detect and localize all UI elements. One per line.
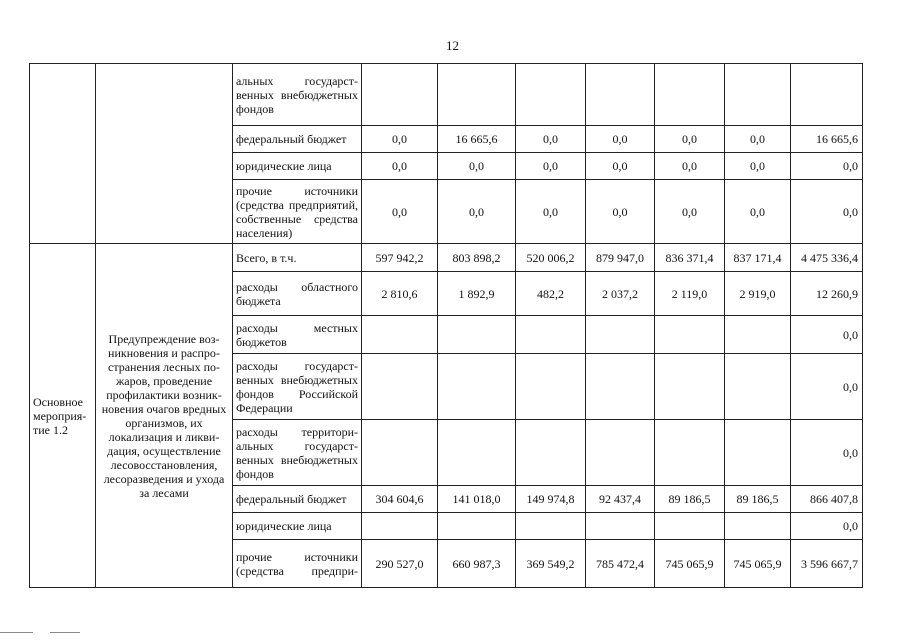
measure-title-cell-continued (30, 64, 96, 244)
year-value-cell: 290 527,0 (362, 540, 438, 588)
year-value-cell (586, 354, 655, 420)
funding-source-label: Всего, в т.ч. (233, 244, 362, 272)
year-value-cell (586, 64, 655, 126)
year-value-cell: 2 919,0 (725, 272, 791, 316)
funding-source-label: юридические лица (233, 153, 362, 180)
total-value-cell: 0,0 (791, 153, 863, 180)
year-value-cell: 482,2 (516, 272, 586, 316)
year-value-cell: 369 549,2 (516, 540, 586, 588)
year-value-cell (516, 513, 586, 540)
year-value-cell (655, 316, 725, 354)
year-value-cell: 803 898,2 (438, 244, 516, 272)
total-value-cell: 3 596 667,7 (791, 540, 863, 588)
total-value-cell (791, 64, 863, 126)
year-value-cell: 836 371,4 (655, 244, 725, 272)
funding-source-label: федеральный бюджет (233, 126, 362, 153)
year-value-cell: 0,0 (438, 153, 516, 180)
year-value-cell (655, 64, 725, 126)
budget-table-body (30, 64, 863, 588)
year-value-cell: 0,0 (516, 126, 586, 153)
total-value-cell: 16 665,6 (791, 126, 863, 153)
year-value-cell: 0,0 (586, 153, 655, 180)
measure-title-cell: Основное мероприятие 1.2 (30, 244, 96, 588)
year-value-cell: 2 119,0 (655, 272, 725, 316)
table-row (30, 64, 863, 126)
year-value-cell (655, 354, 725, 420)
year-value-cell (438, 316, 516, 354)
funding-source-label: федеральный бюджет (233, 486, 362, 513)
year-value-cell: 0,0 (725, 180, 791, 244)
footer-rule (0, 632, 33, 633)
year-value-cell: 0,0 (362, 180, 438, 244)
year-value-cell (725, 354, 791, 420)
year-value-cell (586, 513, 655, 540)
table-row (30, 244, 863, 272)
year-value-cell: 745 065,9 (725, 540, 791, 588)
year-value-cell: 16 665,6 (438, 126, 516, 153)
year-value-cell (438, 513, 516, 540)
year-value-cell (516, 354, 586, 420)
year-value-cell: 304 604,6 (362, 486, 438, 513)
year-value-cell (438, 64, 516, 126)
measure-description-cell-continued (96, 64, 233, 244)
year-value-cell (725, 513, 791, 540)
year-value-cell (438, 420, 516, 486)
year-value-cell (516, 64, 586, 126)
year-value-cell (362, 420, 438, 486)
year-value-cell: 0,0 (516, 180, 586, 244)
year-value-cell: 0,0 (362, 153, 438, 180)
funding-source-label: юридические лица (233, 513, 362, 540)
year-value-cell (655, 513, 725, 540)
funding-source-label: расходы местных бюджетов (233, 316, 362, 354)
year-value-cell: 141 018,0 (438, 486, 516, 513)
total-value-cell: 0,0 (791, 354, 863, 420)
year-value-cell: 0,0 (655, 126, 725, 153)
year-value-cell: 0,0 (655, 153, 725, 180)
year-value-cell (586, 420, 655, 486)
total-value-cell: 4 475 336,4 (791, 244, 863, 272)
year-value-cell: 785 472,4 (586, 540, 655, 588)
total-value-cell: 866 407,8 (791, 486, 863, 513)
year-value-cell (438, 354, 516, 420)
year-value-cell: 0,0 (362, 126, 438, 153)
year-value-cell: 0,0 (438, 180, 516, 244)
year-value-cell: 520 006,2 (516, 244, 586, 272)
funding-source-label: расходы областного бюджета (233, 272, 362, 316)
year-value-cell: 0,0 (516, 153, 586, 180)
year-value-cell: 879 947,0 (586, 244, 655, 272)
funding-source-label: прочие источники (средства предприятий, собственные средства населения) (233, 180, 362, 244)
year-value-cell (725, 316, 791, 354)
year-value-cell: 837 171,4 (725, 244, 791, 272)
year-value-cell: 89 186,5 (655, 486, 725, 513)
year-value-cell: 660 987,3 (438, 540, 516, 588)
year-value-cell: 2 037,2 (586, 272, 655, 316)
total-value-cell: 0,0 (791, 420, 863, 486)
year-value-cell: 0,0 (586, 180, 655, 244)
year-value-cell (362, 64, 438, 126)
year-value-cell (362, 513, 438, 540)
page-number: 12 (446, 38, 459, 53)
year-value-cell: 745 065,9 (655, 540, 725, 588)
total-value-cell: 12 260,9 (791, 272, 863, 316)
year-value-cell (362, 316, 438, 354)
total-value-cell: 0,0 (791, 316, 863, 354)
year-value-cell: 0,0 (725, 126, 791, 153)
year-value-cell: 0,0 (586, 126, 655, 153)
year-value-cell (725, 64, 791, 126)
funding-source-label: альных государственных внебюджетных фондов (233, 64, 362, 126)
year-value-cell (725, 420, 791, 486)
total-value-cell: 0,0 (791, 180, 863, 244)
year-value-cell: 92 437,4 (586, 486, 655, 513)
funding-source-label: расходы территориальных государственных внебюджетных фондов (233, 420, 362, 486)
year-value-cell (586, 316, 655, 354)
year-value-cell: 1 892,9 (438, 272, 516, 316)
year-value-cell (362, 354, 438, 420)
measure-description-cell: Предупреждение возникновения и распространения лесных пожаров, проведение профилактики возникновения очагов вредных организмов, их локализация и ликвидация, осуществление лесовосстановления, лесоразведения и ухода за лесами (96, 244, 233, 588)
total-value-cell: 0,0 (791, 513, 863, 540)
year-value-cell (655, 420, 725, 486)
footer-rule (50, 632, 80, 633)
budget-table (29, 63, 863, 588)
year-value-cell (516, 316, 586, 354)
year-value-cell (516, 420, 586, 486)
year-value-cell: 89 186,5 (725, 486, 791, 513)
year-value-cell: 0,0 (725, 153, 791, 180)
year-value-cell: 2 810,6 (362, 272, 438, 316)
year-value-cell: 597 942,2 (362, 244, 438, 272)
year-value-cell: 0,0 (655, 180, 725, 244)
year-value-cell: 149 974,8 (516, 486, 586, 513)
funding-source-label: расходы государственных внебюджетных фондов Российской Федерации (233, 354, 362, 420)
funding-source-label: прочие источники (средства предпри- (233, 540, 362, 588)
